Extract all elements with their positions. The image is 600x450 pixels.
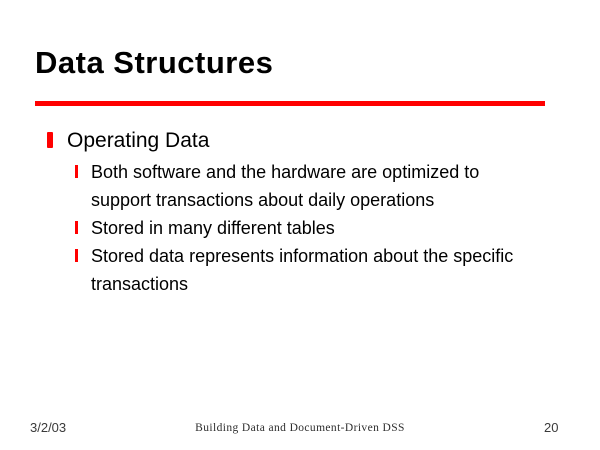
bullet-level2-marker-icon [75,165,78,178]
bullet-level1-heading: Operating Data [67,129,210,152]
bullet-text [91,214,335,242]
bullet-text-line: transactions [91,274,189,294]
slide-title: Data Structures [35,45,274,80]
footer-deck-title: Building Data and Document-Driven DSS [195,422,405,434]
bullet-level2-marker-icon [75,221,78,234]
bullet-level1-row [47,127,209,154]
bullet-item [75,214,513,242]
bullet-text-line: support transactions about daily operations [91,190,435,210]
title-underline-rule [35,101,545,106]
footer-page-number: 20 [544,420,559,435]
bullet-text [91,158,479,214]
bullet-text [91,242,513,298]
bullet-level2-list [75,158,513,298]
footer-date: 3/2/03 [30,420,67,435]
bullet-text-line: Both software and the hardware are optimized to [91,162,480,182]
bullet-level1-marker-icon [47,132,53,148]
bullet-text-line: Stored data represents information about the specific [91,246,514,266]
bullet-item [75,158,513,214]
bullet-text-line: Stored in many different tables [91,218,335,238]
bullet-level2-marker-icon [75,249,78,262]
bullet-item [75,242,513,298]
